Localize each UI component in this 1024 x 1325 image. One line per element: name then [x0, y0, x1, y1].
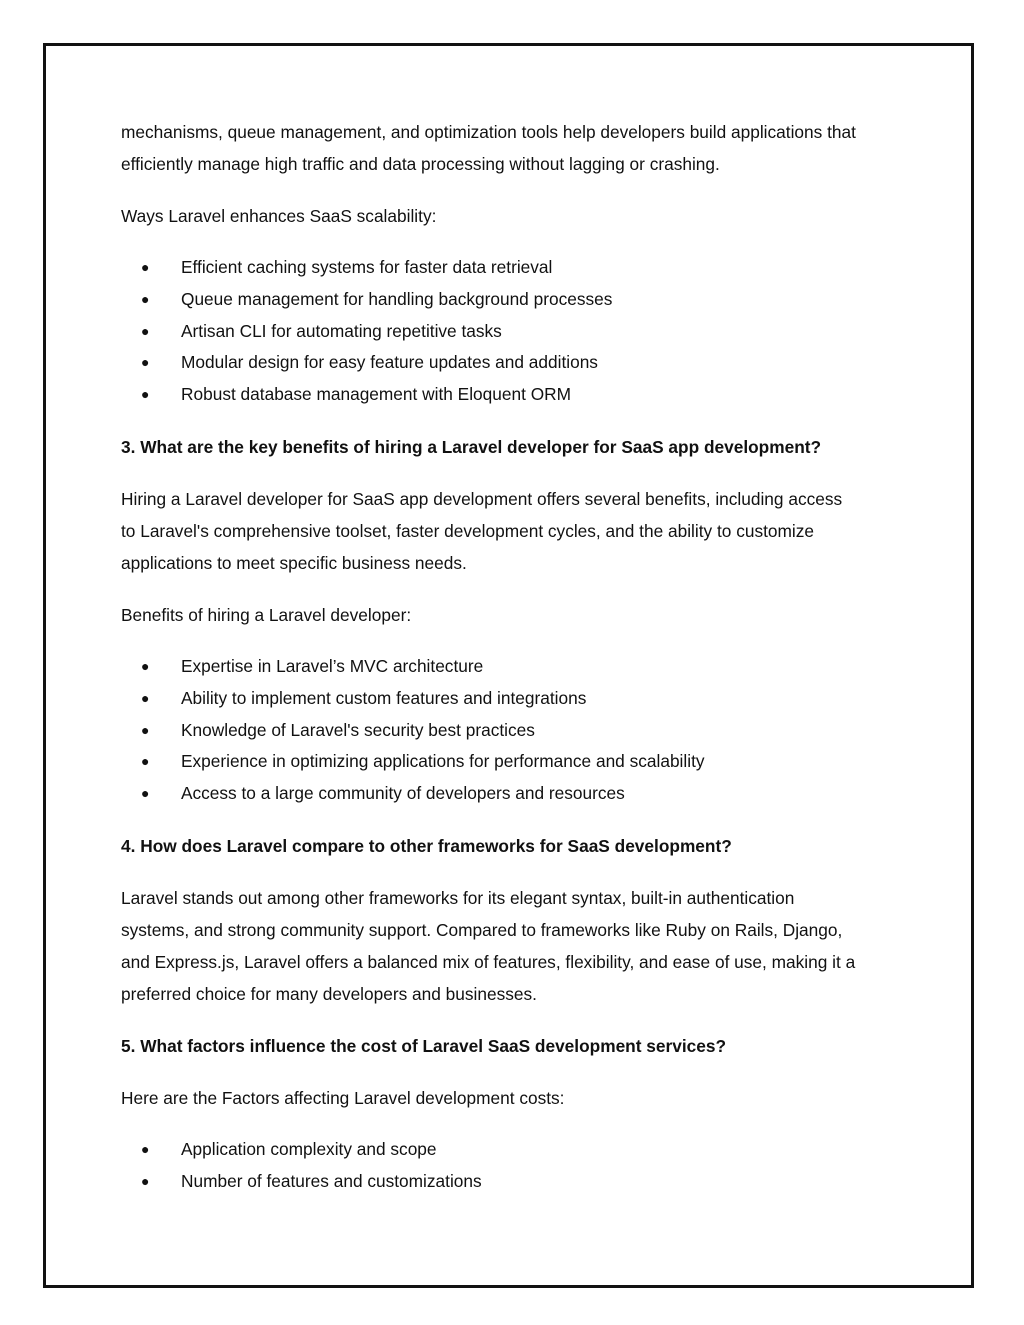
list-item: ● Modular design for easy feature updates and additions — [121, 347, 921, 379]
benefits-list — [121, 651, 921, 810]
bullet-icon: ● — [141, 290, 150, 307]
scalability-intro — [121, 200, 921, 232]
text-line: Laravel stands out among other frameworks for its elegant syntax, built-in authentication — [121, 887, 795, 908]
list-item: ● Queue management for handling background processes — [121, 284, 921, 316]
text-line: applications to meet specific business needs. — [121, 552, 467, 573]
bullet-icon: ● — [141, 721, 150, 738]
cost-factors-list — [121, 1134, 921, 1198]
section-heading-4: 4. How does Laravel compare to other frameworks for SaaS development? — [121, 835, 732, 856]
benefits-intro — [121, 599, 921, 631]
bullet-icon: ● — [141, 1172, 150, 1189]
text-line: and Express.js, Laravel offers a balanced mix of features, flexibility, and ease of use, making it a — [121, 951, 856, 972]
text-line: mechanisms, queue management, and optimization tools help developers build applications that — [121, 122, 856, 142]
bullet-icon: ● — [141, 1140, 150, 1157]
text-line: Here are the Factors affecting Laravel development costs: — [121, 1087, 565, 1108]
section-heading-3: 3. What are the key benefits of hiring a Laravel developer for SaaS app development? — [121, 436, 822, 457]
bullet-icon: ● — [141, 386, 150, 403]
comparison-paragraph — [121, 882, 921, 1010]
list-item: ● Access to a large community of developers and resources — [121, 778, 921, 810]
bullet-icon: ● — [141, 322, 150, 339]
text-line: systems, and strong community support. Compared to frameworks like Ruby on Rails, Django, — [121, 919, 843, 940]
text-line: Hiring a Laravel developer for SaaS app development offers several benefits, including access — [121, 488, 843, 509]
text-line: preferred choice for many developers and businesses. — [121, 983, 537, 1004]
bullet-icon: ● — [141, 753, 150, 770]
text-line: to Laravel's comprehensive toolset, faster development cycles, and the ability to customize — [121, 520, 814, 541]
bullet-icon: ● — [141, 785, 150, 802]
page-content — [121, 116, 921, 1218]
text-line: Ways Laravel enhances SaaS scalability: — [121, 206, 437, 226]
bullet-icon: ● — [141, 259, 150, 275]
document-page — [43, 43, 974, 1288]
hiring-paragraph — [121, 483, 921, 579]
list-item: ● Artisan CLI for automating repetitive tasks — [121, 316, 921, 348]
text-line: efficiently manage high traffic and data processing without lagging or crashing. — [121, 154, 720, 174]
intro-paragraph — [121, 116, 921, 180]
bullet-icon: ● — [141, 689, 150, 706]
list-item: ● Robust database management with Eloquent ORM — [121, 379, 921, 411]
list-item: ● Knowledge of Laravel's security best practices — [121, 715, 921, 747]
list-item: ● Number of features and customizations — [121, 1166, 921, 1198]
list-item: ● Ability to implement custom features and integrations — [121, 683, 921, 715]
list-item: ● Efficient caching systems for faster data retrieval — [121, 252, 921, 284]
section-heading-5: 5. What factors influence the cost of Laravel SaaS development services? — [121, 1035, 727, 1056]
bullet-icon: ● — [141, 354, 150, 371]
list-item: ● Expertise in Laravel’s MVC architecture — [121, 651, 921, 683]
scalability-list — [121, 252, 921, 411]
text-line: Benefits of hiring a Laravel developer: — [121, 604, 412, 625]
list-item: ● Application complexity and scope — [121, 1134, 921, 1166]
cost-intro — [121, 1082, 921, 1114]
bullet-icon: ● — [141, 657, 150, 674]
list-item: ● Experience in optimizing applications for performance and scalability — [121, 746, 921, 778]
